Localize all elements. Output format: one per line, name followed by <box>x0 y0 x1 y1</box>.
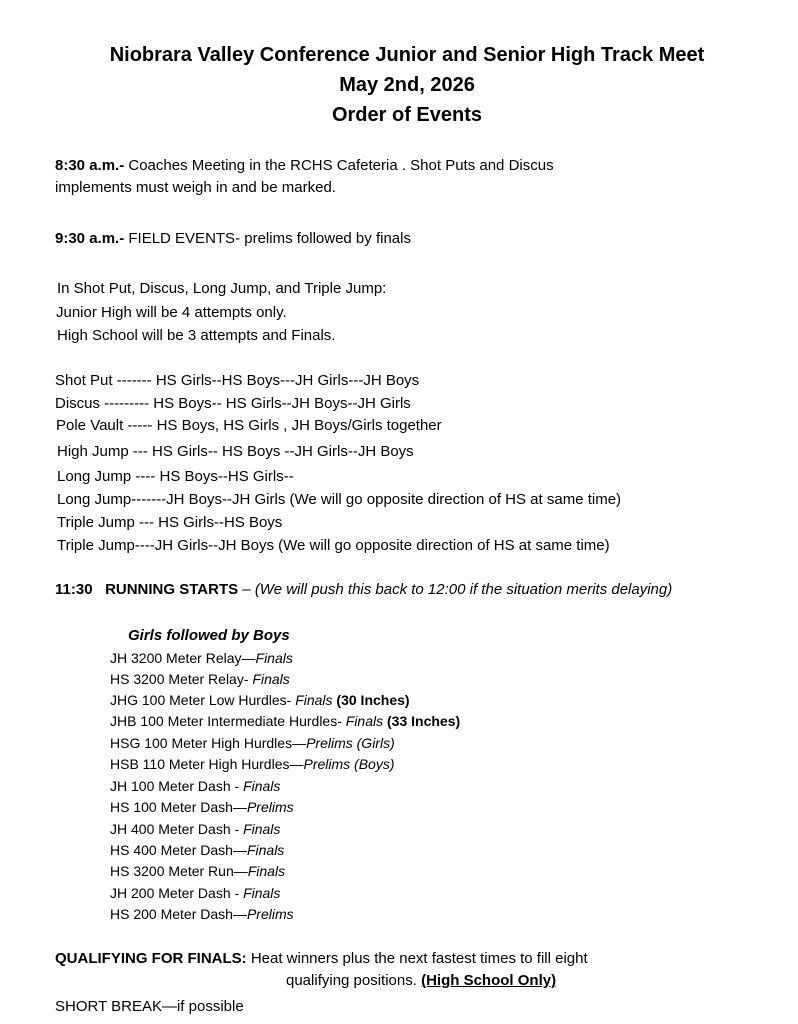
field-schedule-row: Triple Jump----JH Girls--JH Boys (We will go opposite direction of HS at same time) <box>57 537 610 554</box>
field-schedule-row: High Jump --- HS Girls-- HS Boys --JH Girls--JH Boys <box>57 443 414 460</box>
field-events-line <box>55 229 411 248</box>
running-event: JHB 100 Meter Intermediate Hurdles- Finals (33 Inches) <box>110 713 461 729</box>
field-schedule-row: Triple Jump --- HS Girls--HS Boys <box>57 514 283 531</box>
running-event: HS 3200 Meter Relay- Finals <box>110 671 290 687</box>
meet-title: Niobrara Valley Conference Junior and Senior High Track Meet <box>109 44 705 66</box>
running-event: JH 3200 Meter Relay—Finals <box>110 650 293 666</box>
running-order: Girls followed by Boys <box>128 627 290 644</box>
qualifying-text: Heat winners plus the next fastest times to fill eight <box>246 950 588 967</box>
running-event: JHG 100 Meter Low Hurdles- Finals (30 Inches) <box>110 692 410 708</box>
running-time: 11:30 <box>55 581 93 598</box>
field-schedule-row: Shot Put ------- HS Girls--HS Boys---JH Girls---JH Boys <box>55 372 420 389</box>
running-note: (We will push this back to 12:00 if the situation merits delaying) <box>254 581 673 598</box>
field-schedule-row: Pole Vault ----- HS Boys, HS Girls , JH Boys/Girls together <box>56 417 442 434</box>
running-event: HS 200 Meter Dash—Prelims <box>110 906 294 922</box>
attempts-hs: High School will be 3 attempts and Finals. <box>57 327 336 344</box>
meet-date: May 2nd, 2026 <box>339 74 475 96</box>
field-schedule-row: Long Jump ---- HS Boys--HS Girls-- <box>57 468 294 485</box>
running-event: JH 100 Meter Dash - Finals <box>110 778 281 794</box>
running-event: HS 3200 Meter Run—Finals <box>110 863 286 879</box>
running-event: JH 400 Meter Dash - Finals <box>110 821 281 837</box>
running-dash: – <box>238 581 255 598</box>
field-schedule-row: Discus --------- HS Boys-- HS Girls--JH Boys--JH Girls <box>55 395 411 412</box>
running-event: HSG 100 Meter High Hurdles—Prelims (Girls) <box>110 735 395 751</box>
coaches-meeting-time: 8:30 a.m.- <box>55 157 125 174</box>
running-label: RUNNING STARTS <box>105 581 239 598</box>
qualifying-line <box>55 949 588 968</box>
running-starts-line <box>55 580 672 599</box>
coaches-meeting-text-cont: implements must weigh in and be marked. <box>55 179 336 196</box>
field-schedule-row: Long Jump-------JH Boys--JH Girls (We will go opposite direction of HS at same time) <box>57 491 622 508</box>
short-break: SHORT BREAK—if possible <box>55 998 244 1015</box>
field-events-text: FIELD EVENTS- prelims followed by finals <box>124 230 411 247</box>
field-events-time: 9:30 a.m.- <box>55 230 125 247</box>
coaches-meeting-line <box>55 156 554 175</box>
running-event: HSB 110 Meter High Hurdles—Prelims (Boys) <box>110 756 395 772</box>
attempts-intro: In Shot Put, Discus, Long Jump, and Triple Jump: <box>57 280 387 297</box>
coaches-meeting-text: Coaches Meeting in the RCHS Cafeteria . Shot Puts and Discus <box>124 157 554 174</box>
qualifying-hs-only: (High School Only) <box>421 972 557 989</box>
running-event: JH 200 Meter Dash - Finals <box>110 885 281 901</box>
qualifying-label: QUALIFYING FOR FINALS: <box>55 950 247 967</box>
running-event: HS 400 Meter Dash—Finals <box>110 842 285 858</box>
qualifying-line-cont <box>286 971 556 990</box>
page-heading: Order of Events <box>331 104 483 126</box>
qualifying-text-cont: qualifying positions. <box>286 972 422 989</box>
running-event: HS 100 Meter Dash—Prelims <box>110 799 294 815</box>
attempts-jh: Junior High will be 4 attempts only. <box>56 304 287 321</box>
